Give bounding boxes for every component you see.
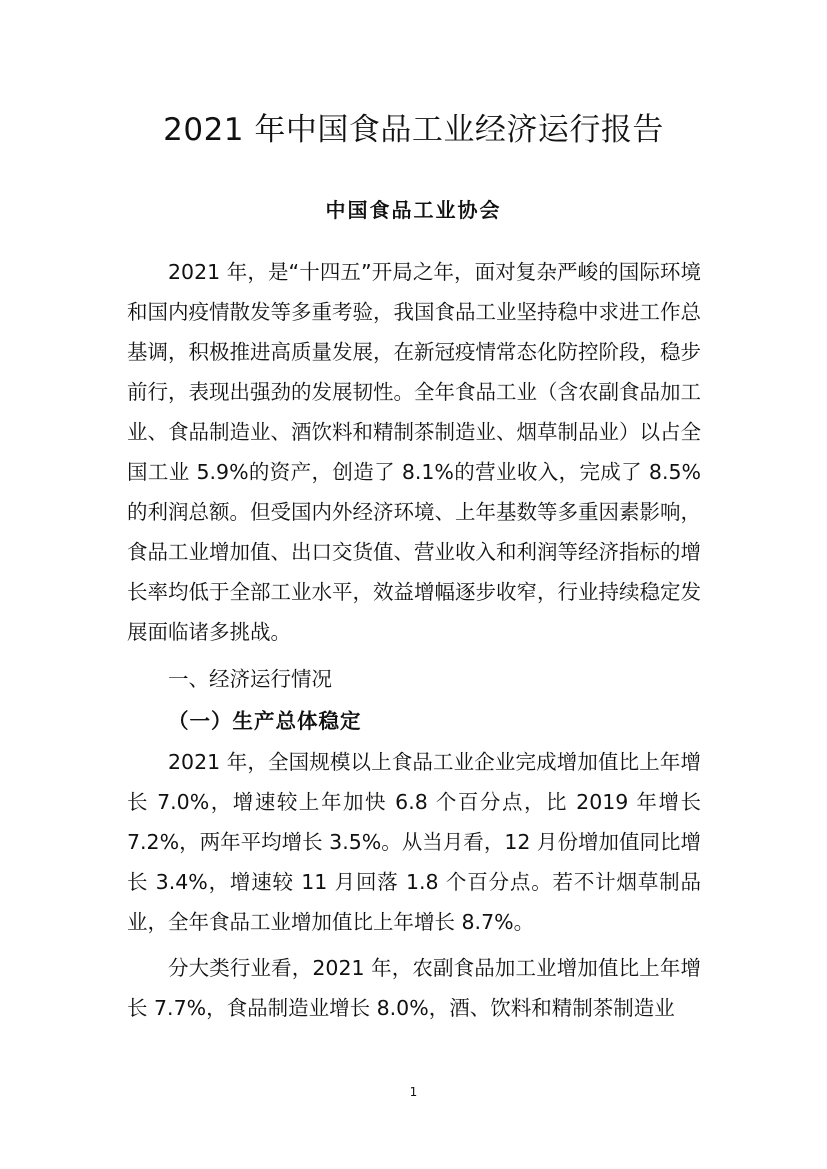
subsection-heading: （一）生产总体稳定 [168,709,362,733]
document-author: 中国食品工业协会 [325,198,502,222]
document-body [127,252,701,1028]
document-title: 2021 年中国食品工业经济运行报告 [163,112,664,148]
section-heading: 一、经济运行情况 [168,667,332,691]
intro-paragraph: 2021 年，是“十四五”开局之年，面对复杂严峻的国际环境和国内疫情散发等多重考验，我国食品工业坚持稳中求进工作总基调，积极推进高质量发展，在新冠疫情常态化防控阶段，稳步前行，表现出强劲的发展韧性。全年食品工业（含农副食品加工业、食品制造业、酒饮料和精制茶制造业、烟草制品业）以占全国工业 5.9%的资产，创造了 8.1%的营业收入，完成了 8.5%的利润总额。但受国内外经济环境、上年基数等多重因素影响，食品工业增加值、出口交货值、营业收入和利润等经济指标的增长率均低于全部工业水平，效益增幅逐步收窄，行业持续稳定发展面临诸多挑战。 [127,260,701,644]
body-paragraph: 2021 年，全国规模以上食品工业企业完成增加值比上年增长 7.0%，增速较上年加快 6.8 个百分点，比 2019 年增长 7.2%，两年平均增长 3.5%。从当月看，12 月份增加值同比增长 3.4%，增速较 11 月回落 1.8 个百分点。若不计烟草制品业，全年食品工业增加值比上年增长 8.7%。 [127,750,701,934]
page-number: 1 [409,1085,418,1099]
body-paragraph: 分大类行业看，2021 年，农副食品加工业增加值比上年增长 7.7%，食品制造业增长 8.0%，酒、饮料和精制茶制造业 [127,956,701,1020]
